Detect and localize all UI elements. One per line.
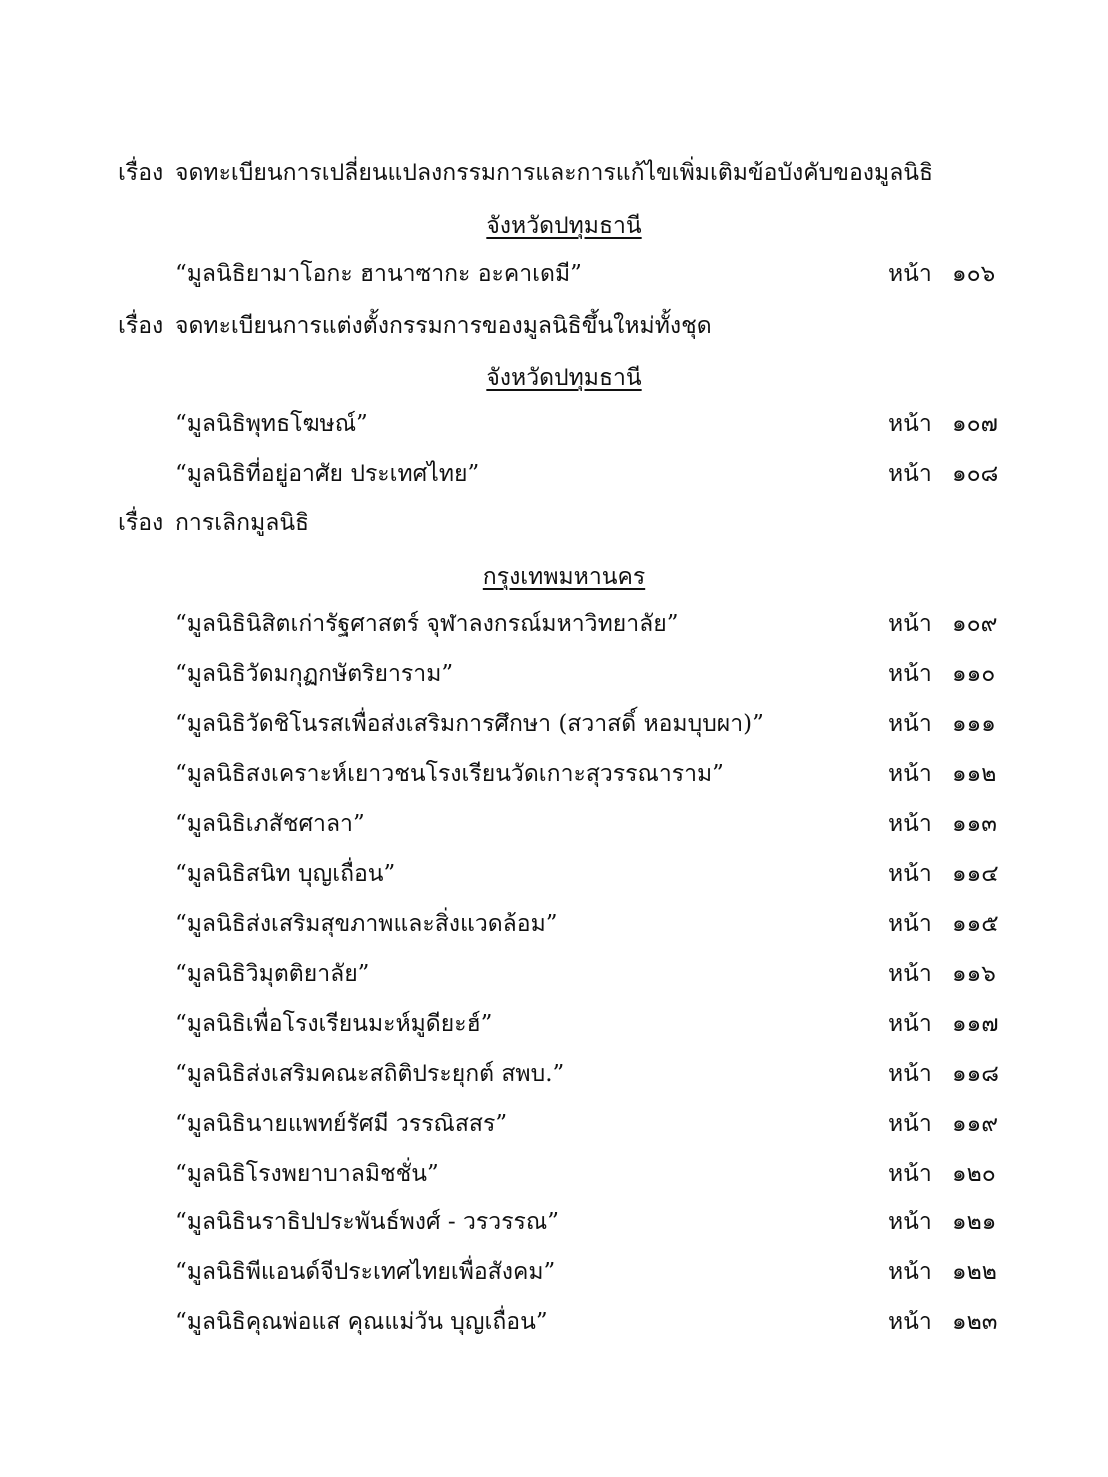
page-number: ๑๐๗	[952, 411, 998, 437]
section-label: เรื่อง	[118, 313, 164, 339]
page-number: ๑๑๙	[952, 1111, 999, 1137]
page-word: หน้า	[888, 661, 932, 687]
page-word: หน้า	[888, 461, 932, 487]
foundation-name: “มูลนิธินายแพทย์รัศมี วรรณิสสร”	[175, 1111, 508, 1137]
foundation-name: “มูลนิธิเภสัชศาลา”	[175, 811, 365, 837]
foundation-name: “มูลนิธิโรงพยาบาลมิชชั่น”	[175, 1161, 439, 1187]
page-word: หน้า	[888, 961, 932, 987]
page-word: หน้า	[888, 1061, 932, 1087]
page-number: ๑๑๘	[952, 1061, 999, 1087]
page-word: หน้า	[888, 1309, 932, 1335]
page-word: หน้า	[888, 611, 932, 637]
foundation-name: “มูลนิธิยามาโอกะ ฮานาซากะ อะคาเดมี”	[175, 261, 582, 287]
page-number: ๑๑๒	[952, 761, 997, 787]
foundation-name: “มูลนิธิสนิท บุญเถื่อน”	[175, 861, 396, 887]
foundation-name: “มูลนิธิส่งเสริมคณะสถิติประยุกต์ สพบ.”	[175, 1061, 565, 1087]
page-number: ๑๒๓	[952, 1309, 998, 1335]
page-word: หน้า	[888, 411, 932, 437]
page-number: ๑๑๑	[952, 711, 996, 737]
page-word: หน้า	[888, 911, 932, 937]
section-title: จดทะเบียนการเปลี่ยนแปลงกรรมการและการแก้ไขเพิ่มเติมข้อบังคับของมูลนิธิ	[175, 160, 934, 186]
foundation-name: “มูลนิธิคุณพ่อแส คุณแม่วัน บุญเถื่อน”	[175, 1309, 548, 1335]
page-number: ๑๒๒	[952, 1259, 997, 1285]
page-word: หน้า	[888, 1161, 932, 1187]
province-heading: กรุงเทพมหานคร	[482, 564, 646, 590]
page-number: ๑๒๐	[952, 1161, 996, 1187]
page-number: ๑๑๗	[952, 1011, 999, 1037]
page-number: ๑๑๐	[952, 661, 996, 687]
page-word: หน้า	[888, 1209, 932, 1235]
foundation-name: “มูลนิธิสงเคราะห์เยาวชนโรงเรียนวัดเกาะสุวรรณาราม”	[175, 761, 724, 787]
page-word: หน้า	[888, 261, 932, 287]
foundation-name: “มูลนิธิวัดมกุฏกษัตริยาราม”	[175, 661, 454, 687]
section-label: เรื่อง	[118, 160, 164, 186]
foundation-name: “มูลนิธิเพื่อโรงเรียนมะห์มูดียะฮ์”	[175, 1011, 493, 1037]
foundation-name: “มูลนิธิวัดชิโนรสเพื่อส่งเสริมการศึกษา (สวาสดิ์ หอมบุบผา)”	[175, 711, 764, 737]
page-word: หน้า	[888, 861, 932, 887]
page-word: หน้า	[888, 711, 932, 737]
foundation-name: “มูลนิธินิสิตเก่ารัฐศาสตร์ จุฬาลงกรณ์มหาวิทยาลัย”	[175, 611, 679, 637]
page-word: หน้า	[888, 811, 932, 837]
section-title: การเลิกมูลนิธิ	[175, 510, 310, 536]
page-word: หน้า	[888, 1259, 932, 1285]
foundation-name: “มูลนิธิที่อยู่อาศัย ประเทศไทย”	[175, 461, 480, 487]
section-label: เรื่อง	[118, 510, 164, 536]
page-number: ๑๑๖	[952, 961, 996, 987]
foundation-name: “มูลนิธิพีแอนด์จีประเทศไทยเพื่อสังคม”	[175, 1259, 556, 1285]
page-number: ๑๑๔	[952, 861, 999, 887]
page-word: หน้า	[888, 761, 932, 787]
section-title: จดทะเบียนการแต่งตั้งกรรมการของมูลนิธิขึ้นใหม่ทั้งชุด	[175, 313, 712, 339]
foundation-name: “มูลนิธินราธิปประพันธ์พงศ์ - วรวรรณ”	[175, 1209, 560, 1235]
page-word: หน้า	[888, 1011, 932, 1037]
page-word: หน้า	[888, 1111, 932, 1137]
foundation-name: “มูลนิธิวิมุตติยาลัย”	[175, 961, 370, 987]
foundation-name: “มูลนิธิพุทธโฆษณ์”	[175, 411, 368, 437]
province-heading: จังหวัดปทุมธานี	[486, 365, 642, 391]
page-number: ๑๒๑	[952, 1209, 997, 1235]
page-number: ๑๑๓	[952, 811, 997, 837]
page-number: ๑๐๖	[952, 261, 996, 287]
page-number: ๑๐๙	[952, 611, 998, 637]
foundation-name: “มูลนิธิส่งเสริมสุขภาพและสิ่งแวดล้อม”	[175, 911, 558, 937]
province-heading: จังหวัดปทุมธานี	[486, 213, 642, 239]
page-number: ๑๐๘	[952, 461, 999, 487]
page-number: ๑๑๕	[952, 911, 999, 937]
